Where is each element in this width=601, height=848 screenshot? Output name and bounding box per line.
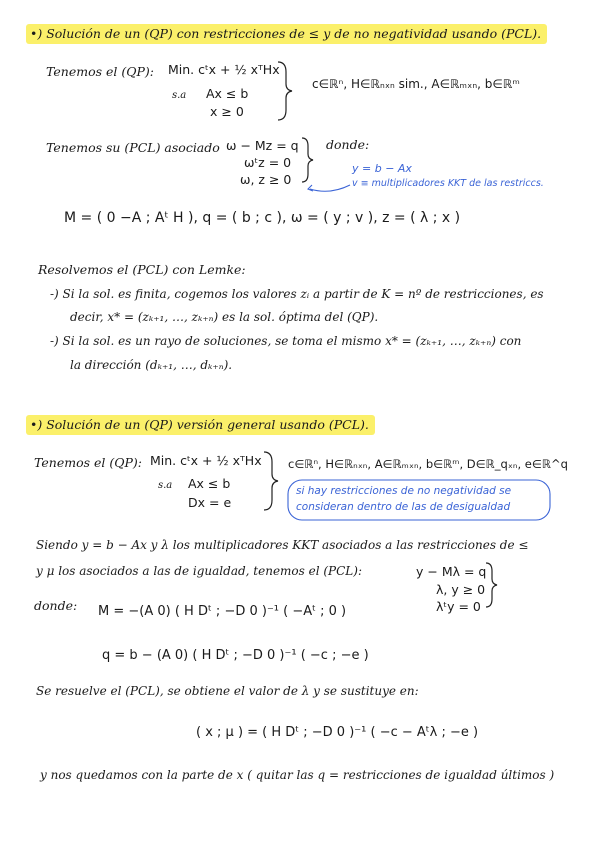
qp-sa-2: s.a (158, 480, 173, 491)
donde-1: donde: (326, 137, 370, 152)
bullet-1b: decir, x* = (zₖ₊₁, …, zₖ₊ₙ) es la sol. óptima del (QP). (70, 310, 379, 324)
pcl-label-1: Tenemos su (PCL) asociado (46, 140, 220, 155)
qp-constraint-2b: Dx = e (188, 495, 232, 510)
qp-sa-1: s.a (172, 90, 187, 101)
siendo-line-1: Siendo y = b − Ax y λ los multiplicadores KKT asociados a las restricciones de ≤ (36, 538, 529, 552)
q-equation-2: q = b − (A 0) ( H Dᵗ ; −D 0 )⁻¹ ( −c ; −e ) (102, 648, 369, 663)
blue-arrow (310, 185, 350, 191)
bullet-1a: -) Si la sol. es finita, cogemos los valores zᵢ a partir de K = nº de restricciones, es (50, 287, 544, 301)
bullet-2b: la dirección (dₖ₊₁, …, dₖ₊ₙ). (70, 358, 233, 372)
qp-objective-1: Min. cᵗx + ½ xᵀHx (168, 62, 280, 77)
qp-constraint-1b: x ≥ 0 (210, 104, 244, 119)
final-line: y nos quedamos con la parte de x ( quitar las q = restricciones de igualdad últimos ) (40, 768, 555, 782)
bullet-2a: -) Si la sol. es un rayo de soluciones, se toma el mismo x* = (zₖ₊₁, …, zₖ₊ₙ) con (50, 334, 522, 348)
pcl-eq-2c: λᵗy = 0 (436, 599, 481, 614)
qp-objective-2: Min. cᵗx + ½ xᵀHx (150, 453, 262, 468)
qp-constraint-1a: Ax ≤ b (206, 86, 249, 101)
section-2-title: •) Solución de un (QP) versión general usando (PCL). (26, 417, 375, 432)
qp-constraint-2a: Ax ≤ b (188, 476, 231, 491)
note-v: v ≡ multiplicadores KKT de las restriccs. (352, 178, 544, 189)
brace-qp-1 (278, 62, 292, 120)
note-nonneg-1: si hay restricciones de no negatividad se (296, 485, 512, 497)
qp-label-2: Tenemos el (QP): (34, 455, 142, 470)
M-equation-2: M = −(A 0) ( H Dᵗ ; −D 0 )⁻¹ ( −Aᵗ ; 0 ) (98, 604, 347, 619)
matrix-definitions-1: M = ( 0 −A ; Aᵗ H ), q = ( b ; c ), ω = ( y ; v ), z = ( λ ; x ) (64, 210, 461, 226)
brace-pcl-2 (486, 563, 497, 607)
donde-2: donde: (34, 598, 78, 613)
section-1-title: •) Solución de un (QP) con restricciones de ≤ y de no negatividad usando (PCL). (26, 26, 547, 41)
qp-label-1: Tenemos el (QP): (46, 64, 154, 79)
pcl-eq-1a: ω − Mz = q (226, 138, 299, 153)
pcl-eq-1b: ωᵗz = 0 (244, 155, 292, 170)
pcl-eq-2a: y − Mλ = q (416, 564, 487, 579)
qp-dims-2: c∈ℝⁿ, H∈ℝₙₓₙ, A∈ℝₘₓₙ, b∈ℝᵐ, D∈ℝ_qₓₙ, e∈ℝ^q (288, 457, 568, 471)
resuelve-line: Se resuelve el (PCL), se obtiene el valor de λ y se sustituye en: (36, 684, 419, 698)
note-box (288, 480, 550, 520)
pcl-eq-1c: ω, z ≥ 0 (240, 172, 292, 187)
note-y: y = b − Ax (352, 162, 412, 175)
pcl-eq-2b: λ, y ≥ 0 (436, 582, 486, 597)
brace-qp-2 (264, 452, 278, 510)
note-nonneg-2: consideran dentro de las de desigualdad (296, 501, 511, 513)
x-mu-equation: ( x ; μ ) = ( H Dᵗ ; −D 0 )⁻¹ ( −c − Aᵗλ ; −e ) (196, 725, 479, 740)
qp-dims-1: c∈ℝⁿ, H∈ℝₙₓₙ sim., A∈ℝₘₓₙ, b∈ℝᵐ (312, 77, 520, 91)
lemke-heading: Resolvemos el (PCL) con Lemke: (38, 262, 246, 277)
siendo-line-2: y μ los asociados a las de igualdad, tenemos el (PCL): (36, 564, 363, 578)
brace-pcl-1 (302, 138, 313, 182)
